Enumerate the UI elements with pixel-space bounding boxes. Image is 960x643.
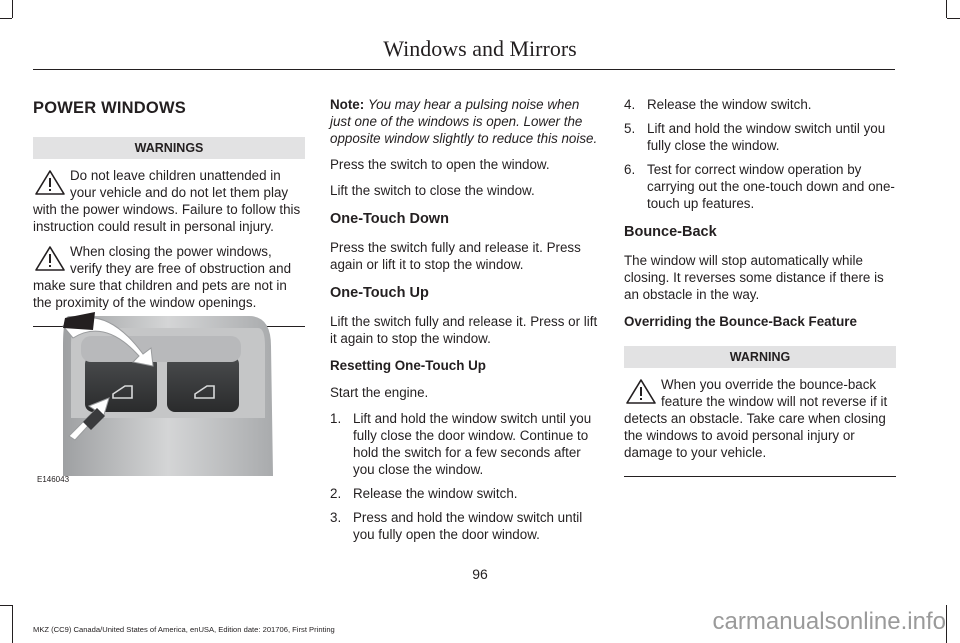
paragraph-open: Press the switch to open the window. xyxy=(330,157,550,172)
note-text: You may hear a pulsing noise when just one of the windows is open. Lower the opposite window slightly to reduce this noise. xyxy=(330,97,598,146)
crop-mark-top-right-v xyxy=(946,0,947,18)
warning-heading: WARNING xyxy=(624,346,896,368)
watermark: carmanualsonline.info xyxy=(712,608,946,635)
list-item xyxy=(624,161,896,212)
step-number: 1. xyxy=(330,411,342,426)
paragraph-one-touch-down: Press the switch fully and release it. Press again or lift it to stop the window. xyxy=(330,240,581,272)
header-rule xyxy=(33,69,895,70)
warnings-box xyxy=(33,137,305,327)
note-label: Note: xyxy=(330,97,365,112)
list-item xyxy=(624,96,896,113)
list-item xyxy=(330,509,602,543)
list-item xyxy=(330,485,602,502)
list-item xyxy=(330,410,602,478)
heading-one-touch-down: One-Touch Down xyxy=(330,211,449,227)
warnings-heading: WARNINGS xyxy=(33,137,305,159)
window-switch-image xyxy=(33,306,305,486)
step-number: 6. xyxy=(624,162,636,177)
step-text: Lift and hold the window switch until you fully close the window. xyxy=(647,121,886,153)
crop-mark-bottom-left-h xyxy=(0,605,12,606)
crop-mark-top-right-h xyxy=(947,18,960,19)
paragraph-one-touch-up: Lift the switch fully and release it. Press or lift it again to stop the window. xyxy=(330,314,598,346)
step-text: Test for correct window operation by carrying out the one-touch down and one-touch up features. xyxy=(647,162,895,211)
step-number: 2. xyxy=(330,486,342,501)
page-number: 96 xyxy=(472,566,488,582)
warning-item-1 xyxy=(33,167,305,235)
heading-one-touch-up: One-Touch Up xyxy=(330,285,429,301)
warning-text: When you override the bounce-back feature the window will not reverse if it detects an obstacle. Take care when closing the windows to avoid personal injury or damage to your vehicle. xyxy=(624,377,888,460)
steps-list-2 xyxy=(624,96,896,212)
paragraph-close: Lift the switch to close the window. xyxy=(330,183,535,198)
crop-mark-bottom-left-v xyxy=(12,605,13,643)
column-2 xyxy=(330,96,602,550)
step-number: 4. xyxy=(624,97,636,112)
step-text: Release the window switch. xyxy=(353,486,518,501)
heading-resetting: Resetting One-Touch Up xyxy=(330,358,486,373)
section-title: POWER WINDOWS xyxy=(33,99,186,117)
warning-box xyxy=(624,346,896,477)
page-header-title: Windows and Mirrors xyxy=(383,36,577,61)
note-paragraph xyxy=(330,96,602,147)
window-switch-illustration xyxy=(33,306,305,486)
warning-text-1: Do not leave children unattended in your vehicle and do not let them play with the power windows. Failure to follow this instruction could result in personal injury. xyxy=(33,168,301,234)
crop-mark-bottom-right-v xyxy=(946,605,947,643)
warning-item xyxy=(624,376,896,461)
step-text: Lift and hold the window switch until you fully close the door window. Continue to hold the switch for a few seconds after you close the window. xyxy=(353,411,592,477)
steps-list-1 xyxy=(330,410,602,543)
heading-overriding: Overriding the Bounce-Back Feature xyxy=(624,314,857,329)
footer-edition: MKZ (CC9) Canada/United States of America, enUSA, Edition date: 201706, First Printing xyxy=(33,625,335,634)
list-item xyxy=(624,120,896,154)
crop-mark-top-left-v xyxy=(12,0,13,18)
step-text: Release the window switch. xyxy=(647,97,812,112)
step-number: 5. xyxy=(624,121,636,136)
warning-text-2: When closing the power windows, verify they are free of obstruction and make sure that children and pets are not in the proximity of the window openings. xyxy=(33,244,292,310)
crop-mark-top-left-h xyxy=(0,18,12,19)
step-text: Press and hold the window switch until you fully open the door window. xyxy=(353,510,583,542)
warning-triangle-icon xyxy=(33,244,67,272)
paragraph-bounce-back: The window will stop automatically while closing. It reverses some distance if there is an obstacle in the way. xyxy=(624,253,884,302)
figure-code: E146043 xyxy=(37,475,70,484)
warning-item-2 xyxy=(33,243,305,311)
column-3 xyxy=(624,96,896,477)
warning-triangle-icon xyxy=(33,168,67,196)
column-1 xyxy=(33,96,305,327)
warning-triangle-icon xyxy=(624,377,658,405)
step-number: 3. xyxy=(330,510,342,525)
heading-bounce-back: Bounce-Back xyxy=(624,224,717,240)
paragraph-start-engine: Start the engine. xyxy=(330,385,429,400)
